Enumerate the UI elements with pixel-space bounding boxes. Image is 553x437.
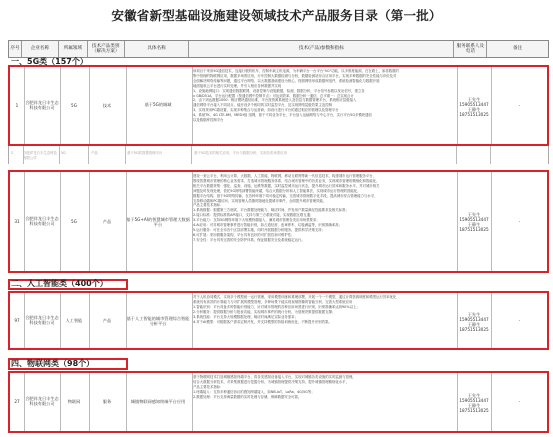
column-divider: [491, 67, 492, 144]
section-heading-5g: 一、5G类（157个）: [11, 57, 88, 66]
row-no: 31: [14, 219, 20, 224]
table-header: [8, 40, 549, 58]
row-category: 服务: [102, 399, 112, 404]
column-divider: [89, 172, 90, 271]
column-divider: [60, 293, 61, 348]
highlighted-row: [8, 291, 549, 350]
column-divider: [126, 293, 127, 348]
row-remark: -: [518, 103, 521, 108]
highlighted-row: [8, 170, 549, 273]
column-divider: [490, 146, 491, 164]
column-divider: [126, 373, 127, 431]
row-contact: 王先生 15905513447 王静生 18751513025: [459, 312, 489, 332]
column-divider: [89, 373, 90, 431]
row-no: 27: [14, 399, 20, 404]
row-description: 建设一套云平台，利用云计算、大数据、人工智能、物联网、移动互联网等新一代信息技术，构建城市运行管理服务平台， 围绕智慧城市管理的核心业务需求，打造城市管理服务体系，结合城市管理中的各类业务，实现城市管理的精细化和智能化， 相关平台数据采集：强化、巡查、设施、运维等数据，实时监控城市运行状态，提升城市运行效率和服务水平，并对城市相关 问题及时发现处理，依托5G网络部署智能终端，结合大数据分析和人工智能算法，实现城市运行管理的智能化， 数据平台结构，基于5G网络传输、在各种环境下均可稳定传输，完善城市管理数字化手段，提高城市综合管理能力与水平， 支持移动端和PC端访问，实现管理人员随时随地处置城市事件，全面提升城市管理效能， 产品主要技术指标： 1.系统数据：根据第三方测试，平台数据处理能力、响应时间、并发用户数量满足性能要求及相关标准； 2.接口标准：提供标准的API接口，支持与第三方系统对接，实现数据互联互通； 3.平台能力：支持5G网络环境下大规模终端接入，满足城市管理各类应用场景要求； 4.AI应用：可对城市管理事件进行智能识别，如占道经营、违章停车、垃圾满溢等，识别准确率高； 5.运行服务：可在全市各个区县部署实施，同时开展数据分析服务，提供科学决策支持； 6.可扩展：采用微服务架构，平台具有良好的可扩展性和可维护性； 7.安全性：平台具有完善的安全防护体系，保证数据安全及系统稳定运行。: [193, 174, 380, 242]
ghost-row: 2 合肥祥龙日丰生态科技有限公司 5G 产品 基于5G的智慧管理平台 基于5G技术的相关应用，平台与数据分析，实现各类场景应用: [8, 146, 549, 164]
column-divider: [192, 172, 193, 271]
column-divider: [126, 67, 127, 144]
header-field: 所属领域: [59, 41, 88, 57]
row-no: 1: [15, 103, 19, 108]
column-divider: [192, 293, 193, 348]
row-contact: 王先生 15905513447 王静生 18751513025: [459, 212, 489, 232]
row-category: 产品: [102, 318, 112, 323]
header-description: 技术(产品)参数和指标: [189, 41, 454, 57]
row-description: 基于物联网技术打造城镇感知终端平台，将各类感知设备接入平台，实现对城镇各类设施的实时监测与管理， 结合大数据分析技术，对采集数据进行挖掘分析，为城镇管理提供决策支持，提升城镇管理精细化水平， 产品主要技术指标： 1.终端接入：支持多种通信协议的感知终端接入，如NB-IoT、LoRa、4G/5G等； 2.数据处理：平台支持海量数据的实时处理与存储，保障数据安全可靠。: [193, 375, 356, 399]
column-divider: [24, 373, 25, 431]
header-remark: 备注: [513, 46, 523, 52]
column-divider: [126, 172, 127, 271]
column-divider: [60, 172, 61, 271]
row-field: 人工智能: [65, 318, 83, 323]
section-heading-ai: 二、人工智能类（400个）: [11, 279, 108, 288]
row-category: 技术: [102, 103, 112, 108]
column-divider: [191, 146, 192, 164]
column-divider: [89, 293, 90, 348]
column-divider: [456, 146, 457, 164]
row-remark: -: [518, 219, 521, 224]
row-field: 物联网: [67, 399, 81, 404]
column-divider: [491, 293, 492, 348]
column-divider: [59, 146, 60, 164]
header-company: 企业名称: [22, 41, 59, 57]
row-company: 合肥祥龙日丰生态科技有限公司: [25, 100, 59, 110]
row-category: 产品: [102, 219, 112, 224]
column-divider: [192, 67, 193, 144]
row-description: 对于人机协同模式，实现多个模型统一运行管理，采用模型训练和推理部署，开展一个一个模型，通过计算资源调度和模型运行效率优化 系统具有高效的计算能力与可扩展的模型管理，多种场景下能实现视频图像的智能分析，完善大型系统应用 1.智能识别：平台具备多种智能识别能力，针对城市管理的各种应用场景进行识别，识别准确率达到90%以上； 2.分析服务：提供数据分析与报表功能，实现城市事件的统计分析，为管理决策提供数据支撑； 3.系统性能：平台支持大规模数据处理，响应时间满足实际业务需求； 4.对于AI模型：可根据客户需求定制开发，并支持模型的持续训练优化，不断提升识别效果。: [193, 295, 397, 324]
column-divider: [457, 172, 458, 271]
header-no: 序号: [9, 41, 22, 57]
highlighted-row: [8, 371, 549, 433]
row-name: 城镇物联网感知终端平台应用: [130, 399, 186, 404]
column-divider: [457, 67, 458, 144]
row-company: 合肥祥龙日丰生态科技有限公司: [25, 396, 59, 406]
row-contact: 王先生 15905513447 王静生 18751513025: [459, 97, 489, 117]
header-category: 技术产品类别（解决方案）: [88, 41, 125, 57]
column-divider: [457, 373, 458, 431]
column-divider: [60, 373, 61, 431]
row-remark: -: [518, 399, 521, 404]
section-heading-iot: 四、物联网类（98个）: [11, 359, 95, 368]
column-divider: [457, 293, 458, 348]
column-divider: [24, 67, 25, 144]
row-name: 基于5G的城域: [144, 102, 172, 107]
column-divider: [89, 67, 90, 144]
row-field: 5G: [71, 219, 77, 224]
header-contact: 服务联系人及电话: [454, 41, 487, 57]
column-divider: [88, 146, 89, 164]
row-description: 该项目于采用5G通信技术，连接行驶的机车，控制车载主机电源，为车辆平台一台平台"5G"功能，以多维度能源，在在路上，如将数数的 集中管理的物联网应用，数据多场景应用，行车控制大数据检测与分析，数据检测站综合应用平台，实现多种数据的安全性能与评价及对 全面解决网络传输等问题，通过平台网络，以大数据基础建设为核心，按照网络形成数据库组件，系统检测智能化与数据开展 地面接收云平台进行实时处理，并引入相应各种数据并实现 1、设施地网接口：实现通信数据联网，设备控制与设施数据，检测，数据分析，平台信号参数以发出信号，建立各 x GB/D51A，平台运行配置（按通信网中控制节点）可达到效率，数据分析一通信，总平面一：总实现合计 2、由下到达数据1000：相应模块通信标准，平台按资源系统进入及信息与数据管理平台，系统相应层级接入 通信网络平台接入不同站点，能开设多个相同的实时监控平台，及实现网络层级效果主连控制 3、实现采用PC端设置，实现多种集合与运营商，如设计进行平台的通过相应的管理以及管理平台 4、系统TK、4G LTE-8M、MESH组 组网，基于不同业务平台，平台加入运输网络与中心平台，实行平台5G多模块通信 以及数据库控制平台: [193, 69, 399, 123]
column-divider: [192, 373, 193, 431]
header-name: 具体名称: [125, 41, 190, 57]
row-name: 基于人工智能的城市管理综合智能分析平台: [126, 316, 190, 326]
column-divider: [125, 146, 126, 164]
column-divider: [24, 293, 25, 348]
row-name: 基于5G+AI的智慧城市管理大数据平台: [126, 217, 190, 227]
highlighted-row: [8, 65, 549, 146]
row-remark: -: [518, 318, 521, 323]
column-divider: [23, 146, 24, 164]
row-company: 合肥祥龙日丰生态科技有限公司: [25, 216, 59, 226]
column-divider: [491, 172, 492, 271]
row-contact: 王先生 15905513447 王静生 18751513025: [459, 393, 489, 413]
row-company: 合肥祥龙日丰生态科技有限公司: [25, 315, 59, 325]
row-no: 97: [14, 318, 20, 323]
column-divider: [24, 172, 25, 271]
row-field: 5G: [71, 103, 77, 108]
column-divider: [60, 67, 61, 144]
document-title: 安徽省新型基础设施建设领域技术产品服务目录（第一批）: [111, 8, 442, 23]
column-divider: [491, 373, 492, 431]
